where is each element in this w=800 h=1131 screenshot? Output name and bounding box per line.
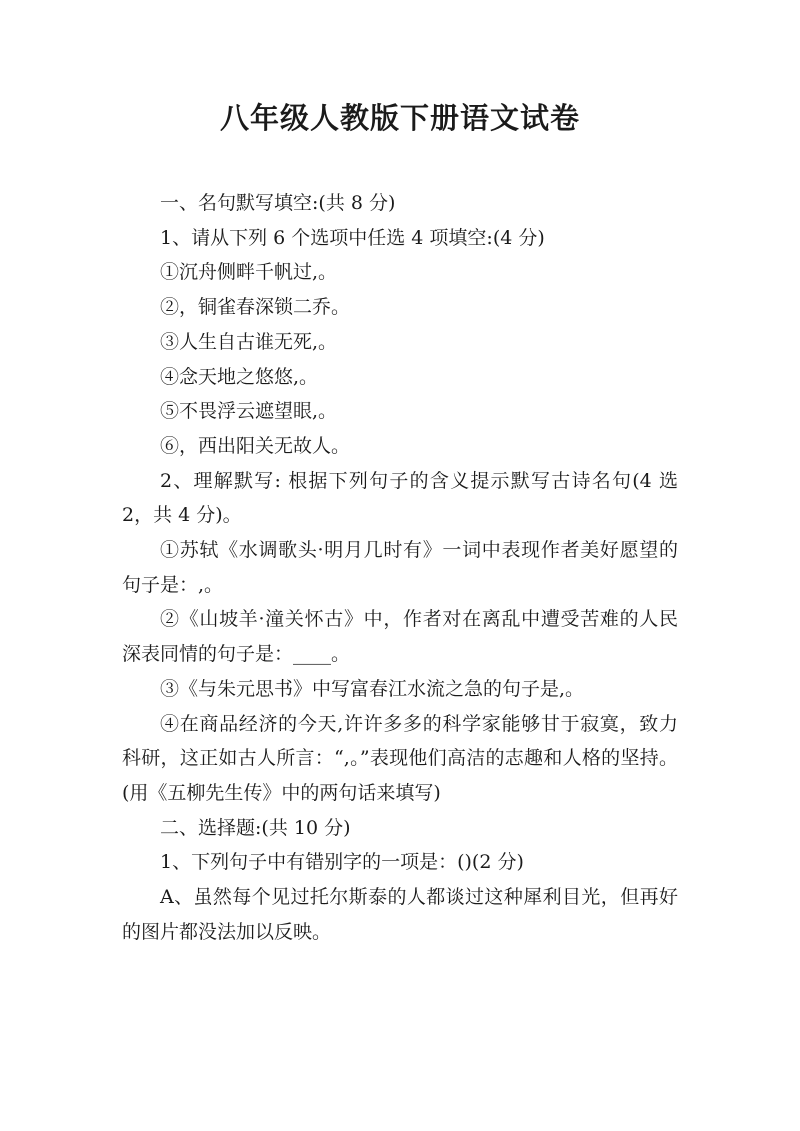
sub-question-1: ①苏轼《水调歌头·明月几时有》一词中表现作者美好愿望的句子是：,。 — [122, 539, 678, 596]
document-body — [122, 186, 678, 949]
option-6: ⑥，西出阳关无故人。 — [160, 434, 351, 457]
sub-question-4: ④在商品经济的今天,许许多多的科学家能够甘于寂寞，致力科研，这正如古人所言：“,。”表现他们高洁的志趣和人格的坚持。(用《五柳先生传》中的两句话来填写) — [122, 712, 678, 804]
option-5: ⑤不畏浮云遮望眼,。 — [160, 400, 338, 423]
sub-question-3: ③《与朱元思书》中写富春江水流之急的句子是,。 — [160, 677, 585, 700]
choice-a: A、虽然每个见过托尔斯泰的人都谈过这种犀利目光，但再好的图片都没法加以反映。 — [122, 886, 678, 943]
option-1: ①沉舟侧畔千帆过,。 — [160, 261, 338, 284]
option-4: ④念天地之悠悠,。 — [160, 365, 319, 388]
document-title: 八年级人教版下册语文试卷 — [219, 101, 580, 135]
section-heading-fill-in: 一、名句默写填空:(共 8 分) — [160, 192, 396, 214]
sub-question-2: ②《山坡羊·潼关怀古》中，作者对在离乱中遭受苦难的人民深表同情的句子是：____。 — [122, 608, 678, 666]
question-1-1: 1、请从下列 6 个选项中任选 4 项填空:(4 分) — [160, 226, 545, 249]
option-2: ②，铜雀春深锁二乔。 — [160, 296, 351, 319]
section-heading-multiple-choice: 二、选择题:(共 10 分) — [160, 816, 351, 839]
option-3: ③人生自古谁无死,。 — [160, 330, 338, 353]
question-2-1: 1、下列句子中有错别字的一项是：()(2 分) — [160, 851, 524, 874]
question-1-2: 2、理解默写: 根据下列句子的含义提示默写古诗名句(4 选 2，共 4 分)。 — [122, 469, 678, 527]
